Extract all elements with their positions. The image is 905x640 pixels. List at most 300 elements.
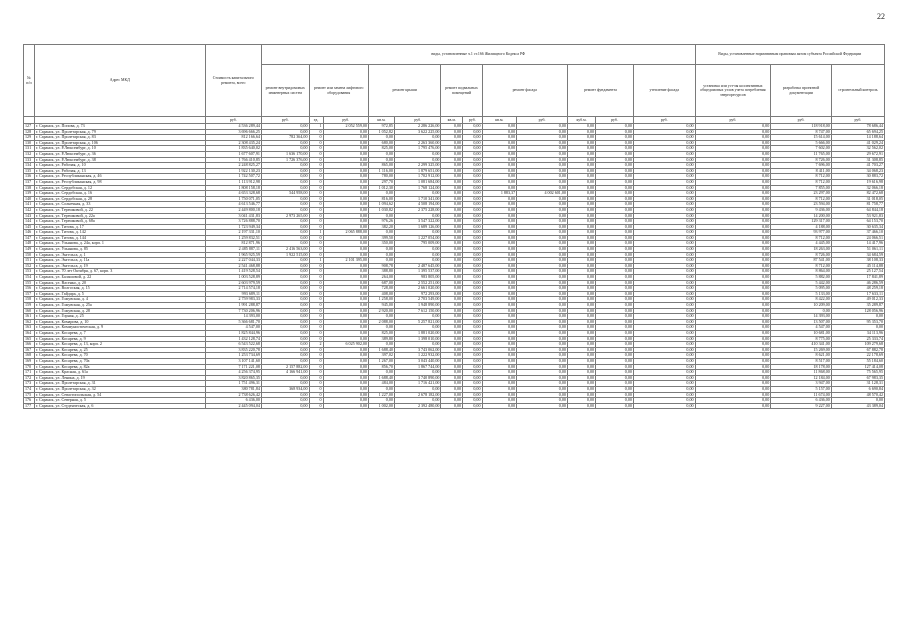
value-cell: 45 114,88 (831, 263, 884, 269)
value-cell: 0,00 (567, 291, 595, 297)
value-cell: 0,00 (441, 140, 463, 146)
value-cell: 0,00 (596, 330, 634, 336)
value-cell: 0,00 (441, 381, 463, 387)
value-cell: 0,00 (323, 370, 368, 376)
value-cell: 0,00 (517, 386, 568, 392)
value-cell: 0,00 (323, 280, 368, 286)
value-cell: 983 805,00 (394, 275, 441, 281)
value-cell: 0,00 (463, 275, 482, 281)
value-cell: 0,00 (596, 280, 634, 286)
row-number: 173 (24, 381, 35, 387)
value-cell: 0,00 (596, 247, 634, 253)
value-cell: 4 188,00 (771, 224, 832, 230)
value-cell: 0,00 (441, 370, 463, 376)
address-cell: г. Саранск, ул. Сердобская, д. 28 (34, 196, 205, 202)
unit-cell: руб. (633, 117, 695, 124)
value-cell: 0,00 (368, 230, 394, 236)
address-cell: г. Саранск, ул. Республиканская, д. 46 (34, 174, 205, 180)
value-cell: 0,00 (261, 297, 309, 303)
value-cell: 0,00 (517, 269, 568, 275)
value-cell: 544 958,00 (261, 191, 309, 197)
value-cell: 0,00 (517, 179, 568, 185)
value-cell: 0,00 (441, 247, 463, 253)
value-cell: 0,00 (517, 381, 568, 387)
value-cell: 0,00 (261, 392, 309, 398)
value-cell: 0,00 (517, 146, 568, 152)
value-cell: 0,00 (323, 336, 368, 342)
row-number: 171 (24, 370, 35, 376)
address-cell: г. Саранск, ул. Севастопольская, д. 54 (34, 392, 205, 398)
value-cell: 825,00 (368, 330, 394, 336)
value-cell: 48 259,18 (831, 286, 884, 292)
value-cell: 0,00 (831, 314, 884, 320)
value-cell: 2 052 559,00 (323, 124, 368, 130)
value-cell: 0,00 (463, 202, 482, 208)
value-cell: 0 (309, 207, 323, 213)
value-cell: 0,00 (517, 168, 568, 174)
value-cell: 18 263,00 (771, 247, 832, 253)
value-cell: 0,00 (695, 370, 771, 376)
value-cell: 0,00 (633, 353, 695, 359)
value-cell: 1 922 130,23 (205, 168, 261, 174)
value-cell: 3 947,00 (771, 381, 832, 387)
value-cell: 0,00 (695, 336, 771, 342)
value-cell: 0,00 (633, 269, 695, 275)
row-number: 162 (24, 319, 35, 325)
value-cell: 0,00 (633, 191, 695, 197)
value-cell: 484,00 (368, 381, 394, 387)
value-cell: 0,00 (567, 213, 595, 219)
value-cell: 0,00 (261, 325, 309, 331)
value-cell: 0,00 (695, 252, 771, 258)
value-cell: 0,00 (323, 196, 368, 202)
value-cell: 0 (309, 174, 323, 180)
value-cell: 2 738 626,42 (205, 392, 261, 398)
row-number: 152 (24, 263, 35, 269)
value-cell: 0,00 (567, 157, 595, 163)
value-cell: 2 308 435,24 (205, 140, 261, 146)
value-cell: 0,00 (517, 375, 568, 381)
value-cell: 0,00 (261, 280, 309, 286)
value-cell: 0,00 (482, 330, 517, 336)
header-foundation: ремонт фундамента (567, 65, 633, 117)
value-cell: 0,00 (482, 196, 517, 202)
value-cell: 0,00 (482, 286, 517, 292)
value-cell: 0,00 (633, 342, 695, 348)
value-cell: 0,00 (323, 168, 368, 174)
value-cell: 0,00 (633, 370, 695, 376)
value-cell: 2 703 549,00 (394, 297, 441, 303)
value-cell: 0,00 (368, 252, 394, 258)
address-cell: г. Саранск, ул. Волгоская, д. 15 (34, 286, 205, 292)
value-cell: 0,00 (482, 174, 517, 180)
value-cell: 0,00 (633, 174, 695, 180)
value-cell: 1 965 925,59 (205, 252, 261, 258)
value-cell: 0,00 (323, 247, 368, 253)
value-cell: 0,00 (482, 319, 517, 325)
value-cell: 0,00 (482, 336, 517, 342)
value-cell: 0,00 (323, 297, 368, 303)
value-cell: 3 622 225,00 (394, 129, 441, 135)
row-number: 130 (24, 140, 35, 146)
value-cell: 2 375 228,00 (394, 207, 441, 213)
value-cell: 81 758,77 (831, 202, 884, 208)
value-cell: 0,00 (695, 314, 771, 320)
value-cell: 0,00 (482, 308, 517, 314)
address-cell: г. Саранск, ул. Комарова, д. 10 (34, 319, 205, 325)
value-cell: 2 541 468,88 (205, 263, 261, 269)
value-cell: 0,00 (323, 140, 368, 146)
value-cell: 0,00 (596, 353, 634, 359)
value-cell: 1 (309, 124, 323, 130)
row-number: 172 (24, 375, 35, 381)
value-cell: 30 883,72 (831, 174, 884, 180)
value-cell: 0,00 (517, 129, 568, 135)
value-cell: 0,00 (633, 286, 695, 292)
value-cell: 0,00 (441, 325, 463, 331)
value-cell: 0,00 (567, 263, 595, 269)
value-cell: 945,00 (368, 303, 394, 309)
value-cell: 0,00 (596, 291, 634, 297)
value-cell: 0,00 (633, 157, 695, 163)
value-cell: 0,00 (323, 364, 368, 370)
value-cell: 0,00 (695, 319, 771, 325)
value-cell: 2 759 983,33 (205, 297, 261, 303)
unit-cell: руб. (394, 117, 441, 124)
value-cell: 1 689 126,00 (394, 224, 441, 230)
value-cell: 1 716 421,00 (394, 381, 441, 387)
value-cell: 0,00 (596, 263, 634, 269)
value-cell: 34 113,96 (831, 330, 884, 336)
value-cell: 1 867 744,00 (394, 364, 441, 370)
value-cell: 0,00 (567, 269, 595, 275)
value-cell: 0,00 (596, 235, 634, 241)
value-cell: 0,00 (463, 403, 482, 409)
value-cell: 0,00 (567, 174, 595, 180)
value-cell: 1 726 376,00 (261, 157, 309, 163)
value-cell: 0 (309, 403, 323, 409)
value-cell: 0 (309, 151, 323, 157)
value-cell: 0,00 (463, 314, 482, 320)
value-cell: 0,00 (261, 140, 309, 146)
value-cell: 0,00 (567, 185, 595, 191)
address-cell: г. Саранск, ул. Гожувская, д. 4 (34, 297, 205, 303)
address-cell: г. Саранск, ул. Гожувская, д. 25а (34, 303, 205, 309)
value-cell: 0,00 (394, 191, 441, 197)
address-cell: г. Саранск, ул. Косарева, д. 9 (34, 336, 205, 342)
value-cell: 0,00 (463, 291, 482, 297)
value-cell: 0,00 (695, 247, 771, 253)
value-cell: 0,00 (567, 314, 595, 320)
value-cell: 0,00 (441, 135, 463, 141)
header-insulation: утепление фасада (633, 65, 695, 117)
value-cell: 0 (309, 146, 323, 152)
value-cell: 78 686,44 (831, 124, 884, 130)
row-number: 151 (24, 258, 35, 264)
value-cell: 6 543 522,68 (205, 342, 261, 348)
value-cell: 0,00 (517, 235, 568, 241)
value-cell: 0,00 (394, 386, 441, 392)
value-cell: 0,00 (463, 207, 482, 213)
value-cell: 0,00 (567, 392, 595, 398)
value-cell: 0,00 (567, 297, 595, 303)
value-cell: 0,00 (463, 168, 482, 174)
value-cell: 95 353,70 (831, 319, 884, 325)
value-cell: 51 061,11 (831, 247, 884, 253)
value-cell: 0,00 (567, 252, 595, 258)
value-cell: 0,00 (633, 213, 695, 219)
value-cell: 0,00 (695, 330, 771, 336)
value-cell: 14 200,00 (771, 213, 832, 219)
header-design: разработка проектной документации (771, 65, 832, 117)
value-cell: 5 442,00 (771, 280, 832, 286)
value-cell: 2 248 825,27 (205, 163, 261, 169)
address-cell: г. Саранск, ул. Рабочая, д. 10 (34, 163, 205, 169)
value-cell: 2 973 265,00 (261, 213, 309, 219)
value-cell: 12 184,00 (771, 375, 832, 381)
value-cell: 0,00 (567, 129, 595, 135)
value-cell: 1 (309, 230, 323, 236)
value-cell: 0,00 (463, 185, 482, 191)
value-cell: 0,00 (323, 275, 368, 281)
value-cell: 0,00 (695, 146, 771, 152)
value-cell: 0,00 (441, 213, 463, 219)
address-cell: г. Саранск, ул. Горная, д. 25 (34, 314, 205, 320)
value-cell: 0,00 (633, 135, 695, 141)
value-cell: 0,00 (695, 280, 771, 286)
header-num: № п/п (24, 45, 35, 117)
value-cell: 825,00 (368, 146, 394, 152)
value-cell: 0,00 (517, 403, 568, 409)
value-cell: 1 883,37 (482, 191, 517, 197)
value-cell: 2 416 563,00 (261, 247, 309, 253)
value-cell: 0,00 (695, 157, 771, 163)
value-cell: 0,00 (441, 196, 463, 202)
value-cell: 0,00 (463, 269, 482, 275)
value-cell: 8 712,00 (771, 263, 832, 269)
value-cell: 0,00 (441, 168, 463, 174)
row-number: 160 (24, 308, 35, 314)
value-cell: 2 286 226,00 (394, 124, 441, 130)
value-cell: 0,00 (394, 135, 441, 141)
value-cell: 0,00 (482, 347, 517, 353)
value-cell: 0,00 (695, 275, 771, 281)
value-cell: 388,80 (368, 269, 394, 275)
value-cell: 0,00 (323, 252, 368, 258)
value-cell: 0,00 (323, 358, 368, 364)
capital-repair-table (23, 44, 885, 409)
value-cell: 0,00 (323, 263, 368, 269)
value-cell: 2 603 979,59 (205, 280, 261, 286)
value-cell: 8 517,00 (771, 358, 832, 364)
value-cell: 0,00 (323, 235, 368, 241)
value-cell: 0 (309, 196, 323, 202)
value-cell: 3 043 440,00 (394, 358, 441, 364)
value-cell: 0,00 (517, 347, 568, 353)
value-cell: 0,00 (368, 213, 394, 219)
value-cell: 0,00 (517, 241, 568, 247)
value-cell: 0,00 (567, 325, 595, 331)
value-cell: 0,00 (441, 146, 463, 152)
value-cell: 0,00 (596, 202, 634, 208)
value-cell: 0,00 (368, 247, 394, 253)
value-cell: 0,00 (517, 135, 568, 141)
value-cell: 0,00 (567, 353, 595, 359)
value-cell: 0,00 (517, 124, 568, 130)
value-cell: 0,00 (695, 213, 771, 219)
header-meters: установка или уст-ия коллективных общедомовых узлов учета потребления энергоресурсов (695, 65, 771, 117)
value-cell: 0 (309, 336, 323, 342)
value-cell: 0,00 (695, 353, 771, 359)
value-cell: 0,00 (695, 325, 771, 331)
value-cell: 0,00 (633, 364, 695, 370)
row-number: 127 (24, 124, 35, 130)
value-cell: 0,00 (261, 269, 309, 275)
value-cell: 0,00 (261, 330, 309, 336)
value-cell: 5 257 821,00 (394, 319, 441, 325)
value-cell: 4 508 194,00 (394, 202, 441, 208)
value-cell: 0 (309, 325, 323, 331)
value-cell: 0,00 (517, 157, 568, 163)
value-cell: 2 157 882,00 (261, 364, 309, 370)
value-cell: 0,00 (261, 336, 309, 342)
value-cell: 0,00 (482, 207, 517, 213)
value-cell: 0,00 (323, 219, 368, 225)
value-cell: 48 570,42 (831, 392, 884, 398)
value-cell: 17 633,11 (831, 291, 884, 297)
unit-cell: куб.м. (567, 117, 595, 124)
value-cell: 780,00 (368, 174, 394, 180)
value-cell: 2 (309, 342, 323, 348)
value-cell: 0,00 (695, 168, 771, 174)
value-cell: 0,00 (633, 336, 695, 342)
header-lifts: ремонт или замена лифтового оборудования (309, 65, 368, 117)
value-cell: 0,00 (567, 202, 595, 208)
value-cell: 0,00 (695, 269, 771, 275)
value-cell: 0,00 (261, 398, 309, 404)
value-cell: 0,00 (633, 263, 695, 269)
value-cell: 49 012,33 (831, 297, 884, 303)
value-cell: 0,00 (567, 364, 595, 370)
value-cell: 0,00 (567, 303, 595, 309)
row-number: 135 (24, 168, 35, 174)
value-cell: 0,00 (261, 241, 309, 247)
value-cell: 993 689,11 (205, 291, 261, 297)
value-cell: 0,00 (596, 364, 634, 370)
address-cell: г. Саранск, ул. Косарева, д. 70а (34, 358, 205, 364)
value-cell: 0,00 (482, 235, 517, 241)
value-cell: 0,00 (633, 375, 695, 381)
value-cell: 0 (309, 235, 323, 241)
value-cell: 0,00 (695, 207, 771, 213)
value-cell: 0,00 (633, 124, 695, 130)
value-cell: 0,00 (441, 185, 463, 191)
value-cell: 0,00 (368, 135, 394, 141)
value-cell: 0,00 (323, 213, 368, 219)
value-cell: 0,00 (323, 269, 368, 275)
value-cell: 3 107 141,60 (205, 358, 261, 364)
value-cell: 2 445 094,04 (205, 403, 261, 409)
row-number: 131 (24, 146, 35, 152)
value-cell: 0,00 (567, 235, 595, 241)
row-number: 136 (24, 174, 35, 180)
units-row (24, 117, 885, 124)
value-cell: 0,00 (463, 319, 482, 325)
value-cell: 0,00 (596, 191, 634, 197)
value-cell: 0,00 (441, 263, 463, 269)
value-cell: 0 (309, 308, 323, 314)
value-cell: 4 536 289,44 (205, 124, 261, 130)
value-cell: 0,00 (463, 342, 482, 348)
value-cell: 0,00 (261, 342, 309, 348)
value-cell: 0,00 (323, 291, 368, 297)
value-cell: 0,00 (441, 398, 463, 404)
value-cell: 1 432 128,74 (205, 336, 261, 342)
value-cell: 0,00 (695, 219, 771, 225)
value-cell: 2 661 020,00 (394, 286, 441, 292)
value-cell: 0,00 (323, 347, 368, 353)
value-cell: 0,00 (482, 202, 517, 208)
value-cell: 25 127,54 (831, 269, 884, 275)
value-cell: 0,00 (323, 286, 368, 292)
value-cell: 408,00 (368, 291, 394, 297)
value-cell: 0,00 (463, 241, 482, 247)
value-cell: 0,00 (695, 163, 771, 169)
row-number: 150 (24, 252, 35, 258)
value-cell: 0,00 (517, 330, 568, 336)
value-cell: 0,00 (517, 336, 568, 342)
value-cell: 0,00 (567, 196, 595, 202)
value-cell: 0,00 (567, 140, 595, 146)
value-cell: 0 (309, 392, 323, 398)
unit-cell: ед. (309, 117, 323, 124)
value-cell: 9 436,00 (771, 207, 832, 213)
value-cell: 0,00 (394, 213, 441, 219)
value-cell: 0,00 (633, 403, 695, 409)
value-cell: 0,00 (482, 146, 517, 152)
value-cell: 0,00 (596, 314, 634, 320)
value-cell: 0,00 (463, 286, 482, 292)
value-cell: 0,00 (441, 403, 463, 409)
value-cell: 0,00 (482, 247, 517, 253)
value-cell: 0,00 (463, 308, 482, 314)
address-cell: г. Саранск, ул. Коммунистическая, д. 9 (34, 325, 205, 331)
value-cell: 0,00 (695, 308, 771, 314)
value-cell: 7 612 150,00 (394, 308, 441, 314)
value-cell: 0,00 (441, 157, 463, 163)
value-cell: 368 934,00 (261, 386, 309, 392)
value-cell: 0,00 (517, 258, 568, 264)
value-cell: 0,00 (517, 207, 568, 213)
value-cell: 6 690,84 (831, 386, 884, 392)
value-cell: 0,00 (482, 386, 517, 392)
value-cell: 908,78 (368, 263, 394, 269)
value-cell: 0,00 (482, 370, 517, 376)
value-cell: 399,50 (368, 235, 394, 241)
value-cell: 32 562,02 (831, 146, 884, 152)
value-cell: 0,00 (323, 319, 368, 325)
value-cell: 0,00 (633, 151, 695, 157)
value-cell: 7 855,00 (771, 185, 832, 191)
value-cell: 0,00 (567, 168, 595, 174)
value-cell: 380 781,84 (205, 386, 261, 392)
value-cell: 0 (309, 386, 323, 392)
value-cell: 0,00 (633, 280, 695, 286)
value-cell: 0,00 (261, 146, 309, 152)
value-cell: 0 (309, 168, 323, 174)
value-cell: 0,00 (394, 258, 441, 264)
value-cell: 0,00 (441, 336, 463, 342)
